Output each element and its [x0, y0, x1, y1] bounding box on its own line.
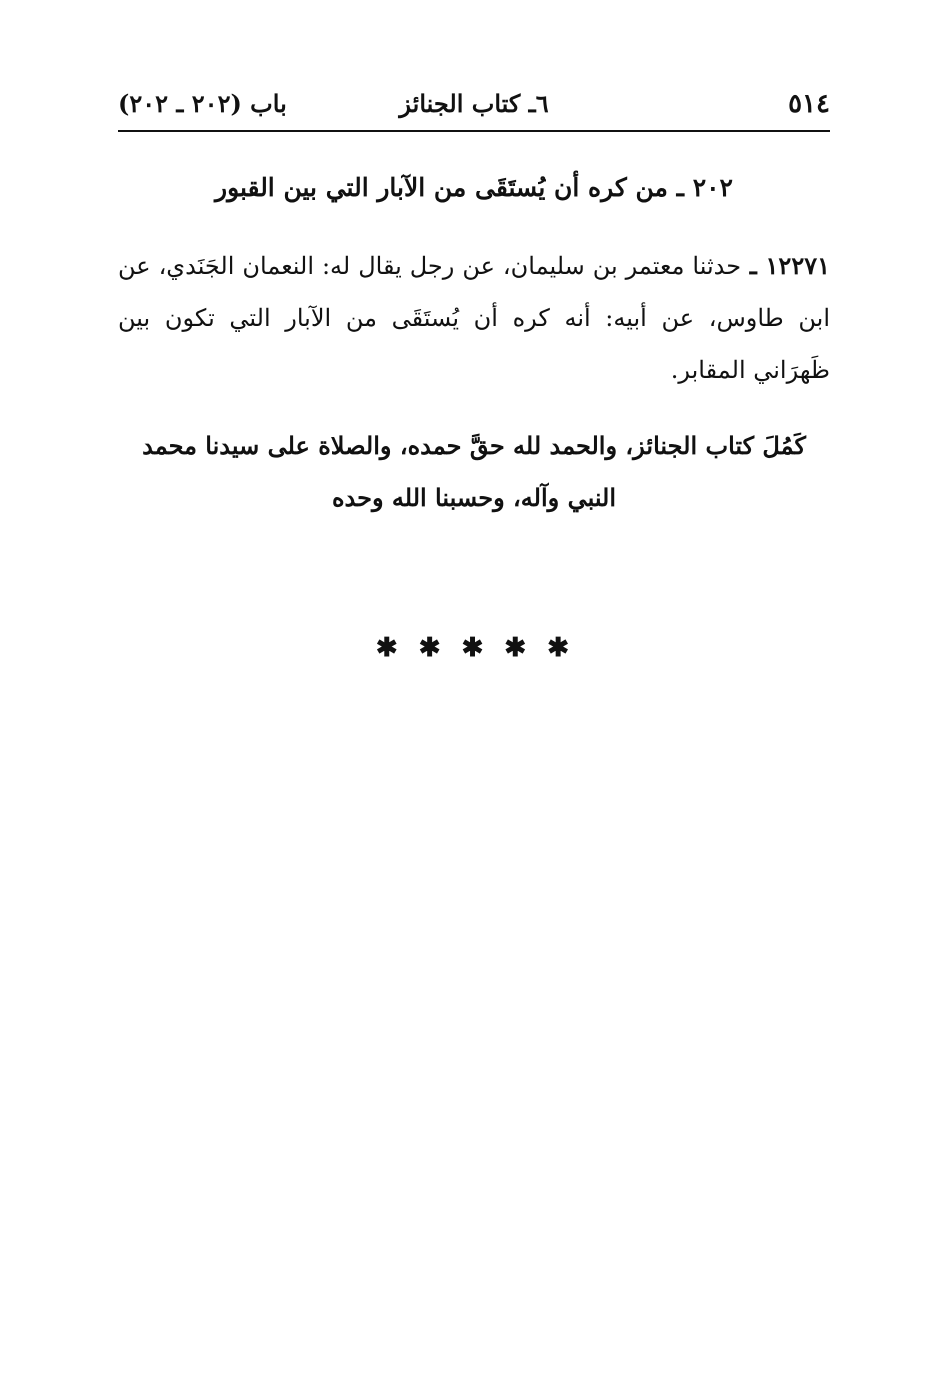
hadith-text: حدثنا معتمر بن سليمان، عن رجل يقال له: النعمان الجَنَدي، عن ابن طاوس، عن أبيه: أنه كره أن يُستَقَى من الآبار التي تكون بين ظَهرَاني المقابر.	[118, 252, 830, 384]
book-title: ٦ـ كتاب الجنائز	[399, 89, 549, 118]
hadith-entry	[118, 240, 830, 396]
running-header	[118, 84, 830, 124]
chapter-range: باب (٢٠٢ ـ ٢٠٢)	[118, 89, 287, 118]
header-rule	[118, 130, 830, 132]
section-end-ornament: ✱ ✱ ✱ ✱ ✱	[375, 633, 576, 663]
colophon-line-2: النبي وآله، وحسبنا الله وحده	[331, 483, 617, 512]
hadith-separator: ـ	[741, 251, 766, 280]
chapter-heading: ٢٠٢ ـ من كره أن يُستَقَى من الآبار التي بين القبور	[215, 173, 733, 202]
colophon-line-1: كَمُلَ كتاب الجنائز، والحمد لله حقَّ حمده، والصلاة على سيدنا محمد	[142, 431, 806, 460]
page-number: ٥١٤	[788, 89, 830, 119]
colophon	[118, 420, 830, 524]
hadith-number: ١٢٢٧١	[765, 251, 830, 280]
